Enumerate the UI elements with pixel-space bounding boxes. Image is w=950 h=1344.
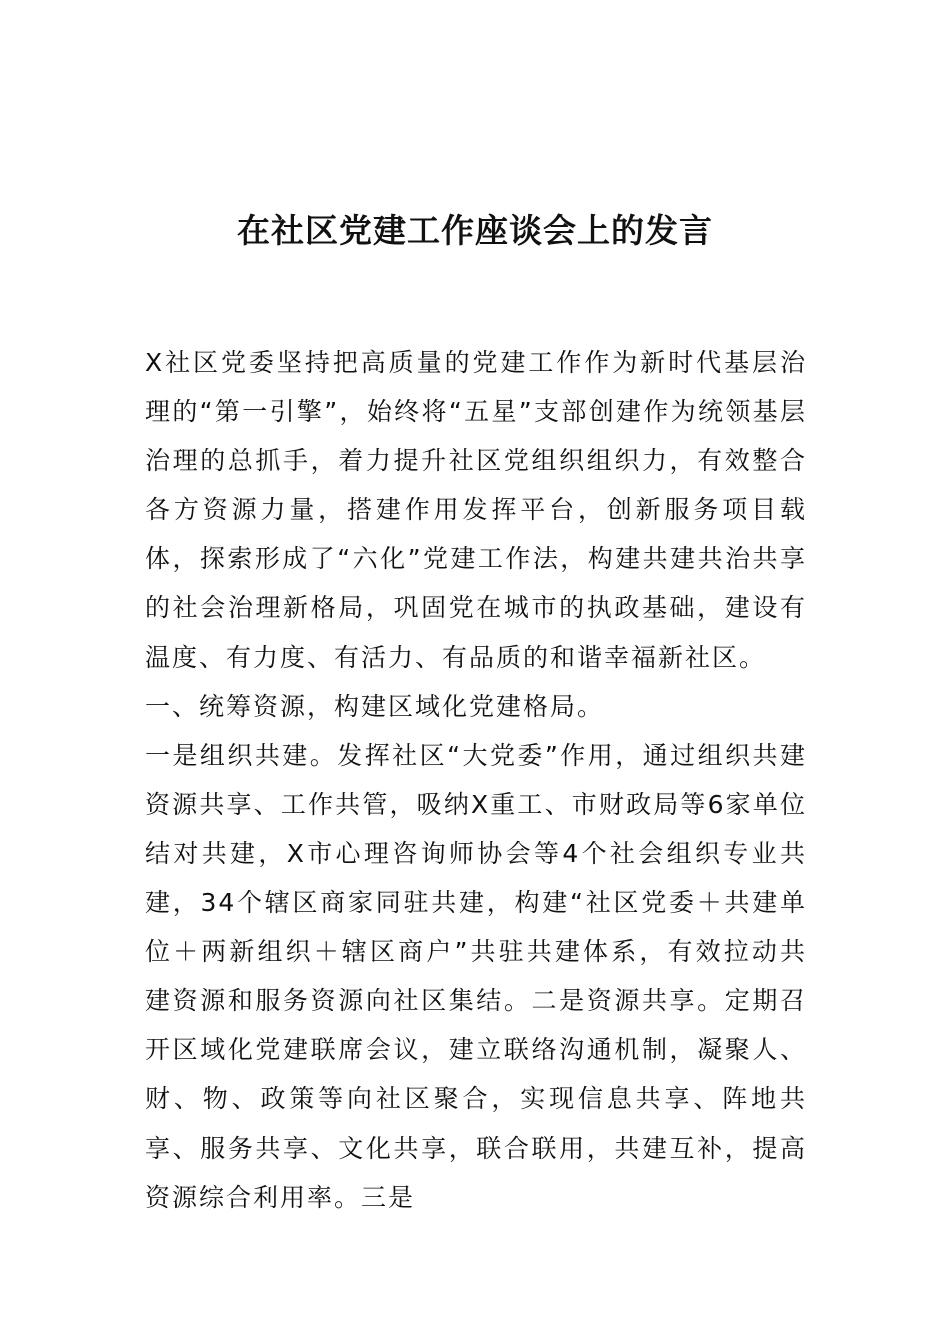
section-heading-1: 一、统筹资源，构建区域化党建格局。: [145, 691, 605, 721]
paragraph-section-1: 一是组织共建。发挥社区“大党委”作用，通过组织共建资源共享、工作共管，吸纳X重工、市财政局等6家单位结对共建，X市心理咨询师协会等4个社会组织专业共建，34个辖区商家同驻共建，构建“社区党委＋共建单位＋两新组织＋辖区商户”共驻共建体系，有效拉动共建资源和服务资源向社区集结。二是资源共享。定期召开区域化党建联席会议，建立联络沟通机制，凝聚人、财、物、政策等向社区聚合，实现信息共享、阵地共享、服务共享、文化共享，联合联用，共建互补，提高资源综合利用率。三是: [145, 740, 807, 1212]
paragraph-intro: X社区党委坚持把高质量的党建工作作为新时代基层治理的“第一引擎”，始终将“五星”支部创建作为统领基层治理的总抓手，着力提升社区党组织组织力，有效整合各方资源力量，搭建作用发挥平台，创新服务项目载体，探索形成了“六化”党建工作法，构建共建共治共享的社会治理新格局，巩固党在城市的执政基础，建设有温度、有力度、有活力、有品质的和谐幸福新社区。: [145, 348, 807, 672]
document-body: [145, 338, 807, 1222]
document-title: 在社区党建工作座谈会上的发言: [237, 211, 713, 250]
